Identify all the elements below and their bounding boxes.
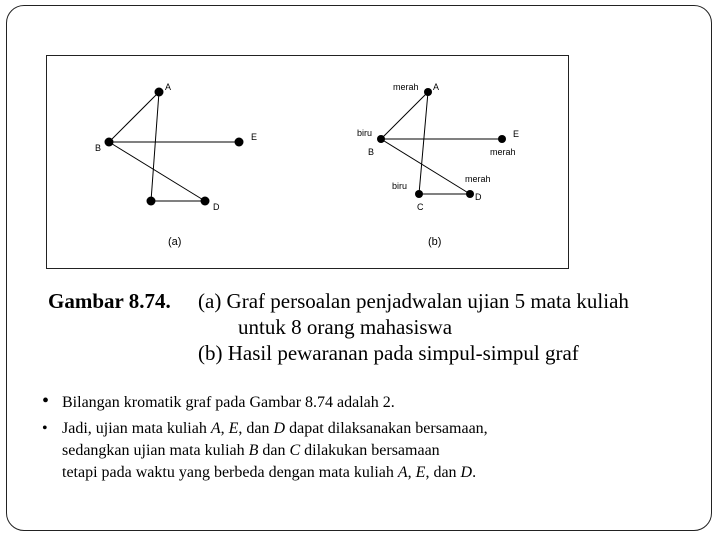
figure-box xyxy=(46,55,569,269)
label-b-C: C xyxy=(417,202,424,212)
bullet-marker: • xyxy=(42,420,48,437)
vertex-ref-d: D xyxy=(273,420,286,437)
vertex-ref-c: C xyxy=(289,442,301,459)
vertex-ref-a: A xyxy=(210,420,221,437)
text-segment: dapat dilaksanakan bersamaan, xyxy=(285,420,488,437)
vertex-b-B xyxy=(377,135,385,143)
sub-caption-b: (b) xyxy=(428,236,442,248)
text-segment: , xyxy=(407,464,416,481)
bullet-text: Bilangan kromatik graf pada Gambar 8.74 adalah 2. xyxy=(62,394,395,411)
text-segment: dan xyxy=(258,442,290,459)
label-a-D: D xyxy=(213,202,220,212)
edge-a-ab xyxy=(109,92,159,142)
vertex-a-D xyxy=(201,197,210,206)
text-segment: , xyxy=(220,420,229,437)
vertex-ref-b: B xyxy=(248,442,259,459)
text-segment: Jadi, ujian mata kuliah xyxy=(62,420,211,437)
vertex-a-C xyxy=(147,197,156,206)
label-a-B: B xyxy=(95,143,102,153)
color-label-b-C: biru xyxy=(392,181,408,191)
vertex-b-D xyxy=(466,190,474,198)
text-segment: , dan xyxy=(425,464,461,481)
caption-part-a-line1: (a) Graf persoalan penjadwalan ujian 5 mata kuliah xyxy=(198,289,629,313)
color-label-b-B: biru xyxy=(357,128,373,138)
label-b-D: D xyxy=(475,192,482,202)
text-segment: dilakukan bersamaan xyxy=(300,442,440,459)
vertex-ref-e: E xyxy=(228,420,239,437)
edge-a-bd xyxy=(109,142,205,201)
graph-b xyxy=(357,82,519,248)
caption-part-b: (b) Hasil pewaranan pada simpul-simpul graf xyxy=(198,341,579,365)
edge-a-ac xyxy=(151,92,159,201)
graph-a xyxy=(95,82,257,248)
vertex-b-C xyxy=(415,190,423,198)
label-a-E: E xyxy=(251,132,258,142)
edge-b-ac xyxy=(419,92,428,194)
text-segment: . xyxy=(472,464,477,481)
label-b-B: B xyxy=(368,147,375,157)
bullet-line-2 xyxy=(62,440,700,462)
vertex-b-A xyxy=(424,88,432,96)
bullet-line-1 xyxy=(62,418,700,440)
vertex-a-E xyxy=(235,138,244,147)
vertex-ref-e: E xyxy=(415,464,426,481)
text-segment: tetapi pada waktu yang berbeda dengan mata kuliah xyxy=(62,464,398,481)
vertex-b-E xyxy=(498,135,506,143)
bullet-list xyxy=(40,392,700,484)
text-segment: , dan xyxy=(238,420,274,437)
figure-graphs xyxy=(47,56,567,267)
bullet-item-conclusion xyxy=(40,418,700,484)
bullet-marker: • xyxy=(42,390,50,412)
text-segment: sedangkan ujian mata kuliah xyxy=(62,442,249,459)
caption-label: Gambar 8.74. xyxy=(48,289,171,313)
bullet-line-3 xyxy=(62,462,700,484)
color-label-b-D: merah xyxy=(465,174,491,184)
bullet-item-chromatic-number xyxy=(40,392,700,414)
edge-b-ab xyxy=(381,92,428,139)
label-b-E: E xyxy=(513,129,520,139)
label-a-A: A xyxy=(165,82,172,92)
vertex-ref-a: A xyxy=(397,464,408,481)
vertex-a-B xyxy=(105,138,114,147)
color-label-b-A: merah xyxy=(393,82,419,92)
label-b-A: A xyxy=(433,82,440,92)
vertex-ref-d: D xyxy=(460,464,473,481)
sub-caption-a: (a) xyxy=(168,236,182,248)
caption-part-a-line2: untuk 8 orang mahasiswa xyxy=(238,315,453,339)
vertex-a-A xyxy=(155,88,164,97)
color-label-b-E: merah xyxy=(490,147,516,157)
